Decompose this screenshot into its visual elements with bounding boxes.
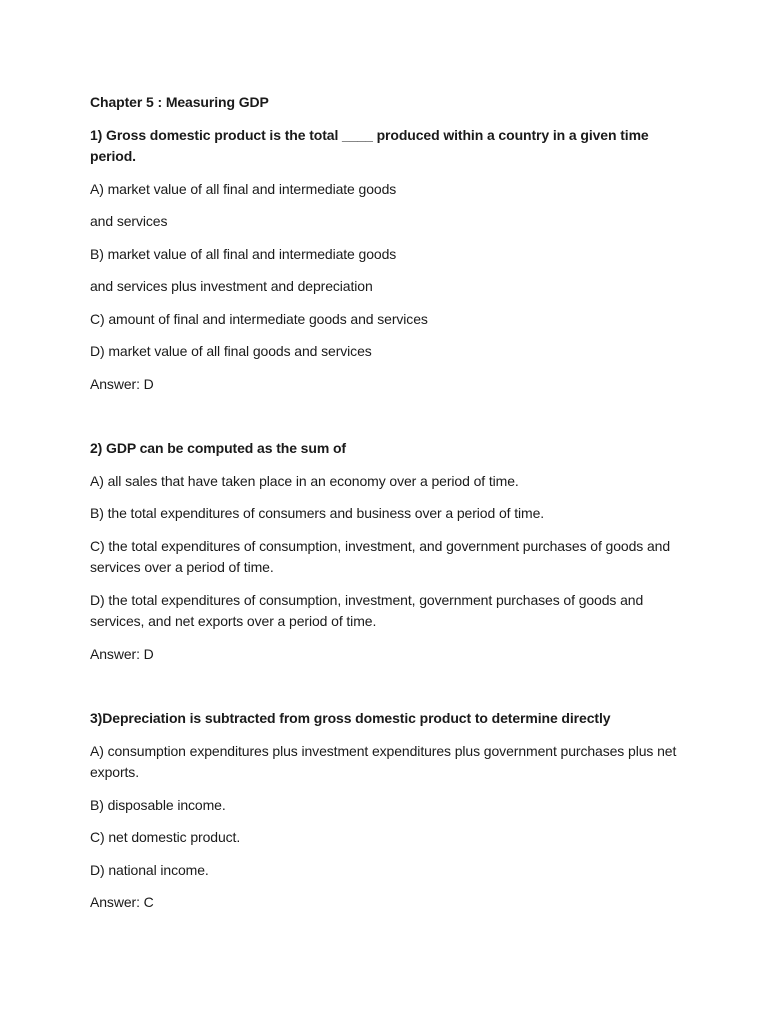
- answer-text: Answer: C: [90, 894, 154, 910]
- option-line: D) the total expenditures of consumption, investment, government purchases of goods and services, and net exports over a period of time.: [90, 591, 644, 629]
- option-line: B) disposable income.: [90, 796, 226, 813]
- question-text: 2) GDP can be computed as the sum of: [90, 440, 346, 456]
- option-line: C) amount of final and intermediate goods and services: [90, 310, 428, 327]
- option-line: D) market value of all final goods and services: [90, 343, 372, 359]
- question-block-3: [90, 708, 686, 914]
- spacer: [90, 676, 686, 708]
- option-line: A) all sales that have taken place in an economy over a period of time.: [90, 472, 519, 489]
- chapter-title: Chapter 5 : Measuring GDP: [90, 94, 269, 110]
- option-line: C) net domestic product.: [90, 829, 241, 845]
- option-line: C) the total expenditures of consumption, investment, and government purchases of goods and services over a period of time.: [90, 537, 671, 575]
- option-line: B) the total expenditures of consumers and business over a period of time.: [90, 505, 545, 521]
- option-line: A) market value of all final and intermediate goods: [90, 180, 397, 197]
- question-block-2: [90, 438, 686, 665]
- question-text: 1) Gross domestic product is the total ____ produced within a country in a given time period.: [90, 126, 649, 164]
- question-text: 3)Depreciation is subtracted from gross domestic product to determine directly: [90, 710, 611, 726]
- answer-text: Answer: D: [90, 375, 154, 392]
- answer-text: Answer: D: [90, 645, 154, 662]
- option-line: D) national income.: [90, 861, 209, 878]
- option-line: B) market value of all final and intermediate goods: [90, 245, 397, 262]
- document-content: [90, 92, 686, 925]
- option-line: and services plus investment and depreciation: [90, 278, 373, 294]
- option-line: and services: [90, 213, 168, 229]
- spacer: [90, 406, 686, 438]
- question-block-1: [90, 125, 686, 396]
- option-line: A) consumption expenditures plus investment expenditures plus government purchases plus net exports.: [90, 742, 677, 780]
